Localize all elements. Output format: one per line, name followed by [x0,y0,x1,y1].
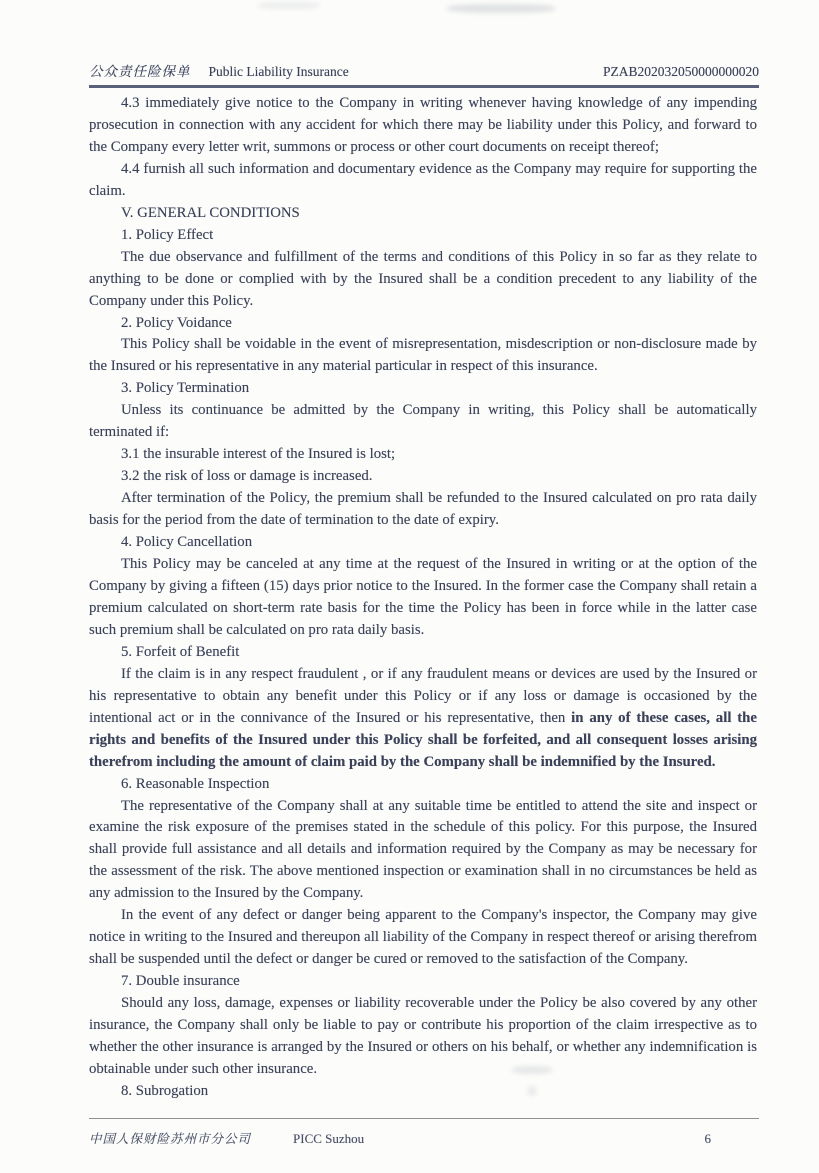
section-heading: 8. Subrogation [121,1082,209,1099]
paragraph: 3.2 the risk of loss or damage is increased. [121,468,373,485]
page-footer [89,1118,759,1147]
paragraph: 4.4 furnish all such information and documentary evidence as the Company may require for supporting the claim. [89,160,757,199]
paragraph: After termination of the Policy, the premium shall be refunded to the Insured calculated on pro rata daily basis for the period from the date of termination to the date of expiry. [89,490,757,529]
page-header [89,60,759,88]
header-title-chinese: 公众责任险保单 [89,64,191,79]
section-heading: 2. Policy Voidance [121,314,232,331]
paragraph: 4.3 immediately give notice to the Company in writing whenever having knowledge of any impending prosecution in connection with any accident for which there may be liability under this Policy, and forward to the Company every letter writ, summons or process or other court documents on receipt thereof; [89,95,757,155]
document-body [89,93,757,1103]
paragraph: Unless its continuance be admitted by the Company in writing, this Policy shall be automatically terminated if: [89,402,757,441]
header-titles [89,60,349,80]
paragraph: In the event of any defect or danger being apparent to the Company's inspector, the Company may give notice in writing to the Insured and thereupon all liability of the Company in respect thereof or arising therefrom shall be suspended until the defect or danger be cured or removed to the satisfaction of the Company. [89,907,757,968]
header-title-english: Public Liability Insurance [208,64,349,79]
paragraph: 3.1 the insurable interest of the Insured is lost; [121,446,396,463]
section-heading: 6. Reasonable Inspection [121,775,270,792]
paragraph: If the claim is in any respect fraudulent , or if any fraudulent means or devices are used by the Insured or his representative to obtain any benefit under this Policy or if any loss or damage is occasioned by the intentional act or in the connivance of the Insured or his representative, then in any of these cases, all the rights and benefits of the Insured under this Policy shall be forfeited, and all consequent losses arising therefrom including the amount of claim paid by the Company shall be indemnified by the Insured. [89,665,757,770]
section-heading: 4. Policy Cancellation [121,534,253,551]
paragraph: This Policy shall be voidable in the event of misrepresentation, misdescription or non-disclosure made by the Insured or his representative in any material particular in respect of this insurance. [89,336,757,375]
section-heading: 5. Forfeit of Benefit [121,643,240,660]
paragraph: The due observance and fulfillment of the terms and conditions of this Policy in so far as they relate to anything to be done or complied with by the Insured shall be a condition precedent to any liability of the Company under this Policy. [89,248,757,309]
scan-artifact [447,4,555,13]
page-number: 6 [704,1131,711,1146]
section-heading: V. GENERAL CONDITIONS [121,204,300,221]
section-heading: 7. Double insurance [121,973,240,990]
paragraph: The representative of the Company shall at any suitable time be entitled to attend the site and inspect or examine the risk exposure of the premises stated in the schedule of this policy. For this purpose, the Insured shall provide full assistance and all details and information required by the Company as may be necessary for the assessment of the risk. The above mentioned inspection or examination shall in no circumstances be held as any admission to the Insured by the Company. [89,797,757,902]
header-policy-number: PZAB202032050000000020 [602,64,759,79]
section-heading: 1. Policy Effect [121,226,214,243]
section-heading: 3. Policy Termination [121,380,250,397]
footer-company-chinese: 中国人保财险苏州市分公司 [89,1132,252,1146]
footer-company-english: PICC Suzhou [293,1131,365,1146]
paragraph: Should any loss, damage, expenses or liability recoverable under the Policy be also covered by any other insurance, the Company shall only be liable to pay or contribute his proportion of the claim irrespective as to whether the other insurance is arranged by the Insured or others on his behalf, or whether any indemnification is obtainable under such other insurance. [89,995,757,1077]
footer-row [89,1129,759,1147]
scan-artifact [258,2,320,9]
paragraph: This Policy may be canceled at any time at the request of the Insured in writing or at the option of the Company by giving a fifteen (15) days prior notice to the Insured. In the former case the Company shall retain a premium calculated on short-term rate basis for the time the Policy has been in force while in the latter case such premium shall be calculated on pro rata daily basis. [89,556,757,638]
